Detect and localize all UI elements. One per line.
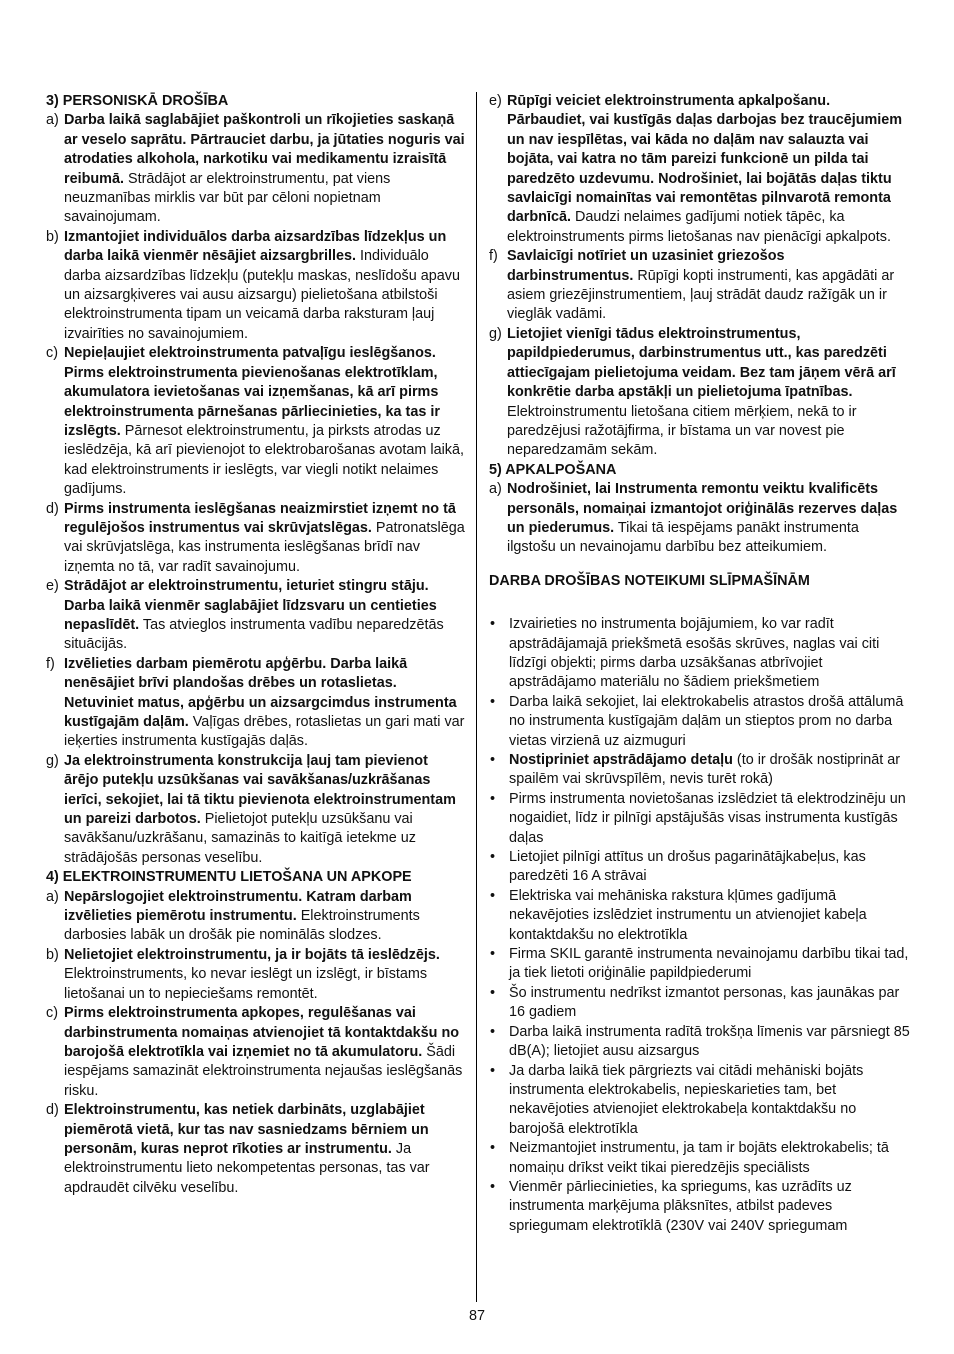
item-text: Individuālo darba aizsardzības līdzekļu (putekļu maskas, neslīdošu apavu un aizsargķiveres vai ausu aizsargu) pielietošana atbilstoši elektroinstrumenta tipam un veicamā darba raksturam ļauj izvairīties no savainojumiem. — [64, 248, 460, 342]
bullet-text: Pirms instrumenta novietošanas izslēdziet tā elektrodzinēju un nogaidiet, līdz ir pilnīgi apstājušās visas instrumenta kustīgās daļas — [509, 790, 906, 846]
list-item — [46, 655, 466, 752]
item-bold-text: Elektroinstrumentu, kas netiek darbināts, uzglabājiet piemērotā vietā, kur tas nav sasniedzams bērniem un personām, kuras neprot rīkoties ar instrumentu. — [64, 1102, 429, 1157]
item-text: Ja elektroinstrumentu lieto nekompetentas personas, tas var apdraudēt cilvēku veselību. — [64, 1140, 430, 1196]
bullet-icon: • — [490, 849, 496, 866]
bullet-icon: • — [490, 946, 496, 963]
item-text: Elektroinstruments, ko nevar ieslēgt un izslēgt, ir bīstams lietošanai un to nepieciešams remontēt. — [64, 966, 428, 1002]
bullet-text: Izvairieties no instrumenta bojājumiem, ko var radīt apstrādājamajā priekšmetā esošās skrūves, naglas vai citi līdzīgi objekti; pirms darba uzsākšanas atbrīvojiet apstrādājamo materiālu no šādiem priekšmetiem — [509, 616, 880, 691]
list-item — [46, 1004, 466, 1101]
bullet-icon: • — [490, 984, 496, 1001]
item-bold-text: Nodrošiniet, lai Instrumenta remontu veiktu kvalificēts personāls, nomaiņai izmantojot oriģinālās rezerves daļas un piederumus. — [507, 481, 898, 536]
item-bold-text: Nepieļaujiet elektroinstrumenta patvaļīgu ieslēgšanos. Pirms elektroinstrumenta pievienošanas elektrotīklam, akumulatora ievietošanas vai izņemšanas, kā arī pirms elektroinstrumenta pārnešanas pārliecinieties, ka tas ir izslēgts. — [64, 345, 440, 439]
list-item — [46, 344, 466, 499]
list-item — [489, 247, 911, 325]
section-4-list — [46, 888, 466, 1199]
bullet-icon: • — [490, 887, 496, 904]
bullet-item — [489, 1178, 911, 1236]
item-bold-text: Pirms elektroinstrumenta apkopes, regulēšanas vai darbinstrumenta nomaiņas atvienojiet tā kontaktdakšu no barojošā elektrotīkla vai izņemiet no tā akumulatoru. — [64, 1005, 460, 1060]
item-label: a) — [46, 112, 59, 129]
item-text: Tikai tā iespējams panākt instrumenta ilgstošu un nevainojamu darbību bez atteikumiem. — [507, 519, 859, 556]
item-label: b) — [46, 946, 59, 963]
section-3-list — [46, 111, 466, 868]
section-4-continued-list — [489, 92, 911, 461]
bullet-item — [489, 751, 911, 790]
bullet-text: Ja darba laikā tiek pārgriezts vai citādi mehāniski bojāts instrumenta elektrokabelis, nepieskarieties tam, bet nekavējoties atvienojiet elektrokabeļa kontaktdakšu no barojošā elektrotīkla — [509, 1062, 864, 1137]
item-label: e) — [46, 578, 59, 595]
item-text: Rūpīgi kopti instrumenti, kas apgādāti ar asiem griezējinstrumentiem, ļauj strādāt daudz ražīgāk un ir vieglāk vadāmi. — [507, 267, 895, 323]
item-text: Vaļīgas drēbes, rotaslietas un gari mati var ieķerties instrumenta kustīgajās daļās. — [64, 714, 465, 750]
bullet-icon: • — [490, 1178, 496, 1195]
item-text: Pielietojot putekļu uzsūkšanu vai savākšanu/uzkrāšanu, samazinās to kaitīgā ietekme uz strādājošās personas veselību. — [64, 811, 416, 866]
grinder-safety-heading: DARBA DROŠĪBAS NOTEIKUMI SLĪPMAŠĪNĀM — [489, 572, 810, 589]
section-5-list — [489, 480, 911, 558]
item-text: Tas atvieglos instrumenta vadību neparedzētās situācijās. — [64, 616, 444, 653]
list-item — [46, 888, 466, 946]
bullet-item — [489, 1062, 911, 1140]
bullet-icon: • — [490, 616, 496, 633]
bullet-item — [489, 887, 911, 945]
item-label: b) — [46, 228, 59, 245]
item-text: Elektroinstruments darbosies labāk un drošāk pie nominālās slodzes. — [64, 908, 420, 944]
item-text: Daudzi nelaimes gadījumi notiek tāpēc, ka elektroinstruments pirms lietošanas nav pienācīgi apkalpots. — [507, 209, 891, 245]
item-bold-text: Darba laikā saglabājiet paškontroli un rīkojieties saskaņā ar veselo saprātu. Pārtrauciet darbu, ja jūtaties noguris vai atrodaties alkohola, narkotiku vai medikamentu izraisītā reibumā. — [64, 112, 465, 187]
item-label: d) — [46, 500, 59, 517]
item-text: Pārnesot elektroinstrumentu, ja pirksts atrodas uz ieslēdzēja, kā arī pievienojot to elektrobarošanas avotam laikā, kad elektroinstruments ir ieslēgts, var viegli notikt nelaimes gadījums. — [64, 422, 464, 498]
item-bold-text: Nelietojiet elektroinstrumentu, ja ir bojāts tā ieslēdzējs. — [64, 946, 440, 963]
bullet-text: (to ir drošāk nostiprināt ar spailēm vai skrūvspīlēm, nevis turēt rokā) — [509, 752, 901, 788]
item-bold-text: Nepārslogojiet elektroinstrumentu. Katram darbam izvēlieties piemērotu instrumentu. — [64, 888, 412, 925]
bullet-icon: • — [490, 693, 496, 710]
page-number: 87 — [468, 1308, 485, 1324]
bullet-bold-text: Nostipriniet apstrādājamo detaļu — [509, 752, 733, 768]
bullet-icon: • — [490, 752, 496, 768]
bullet-text: Darba laikā sekojiet, lai elektrokabelis atrastos drošā attālumā no instrumenta kustīgajām daļām un stieptos prom no darba vietas virzienā uz aizmuguri — [509, 693, 904, 749]
grinder-safety-list — [489, 615, 911, 1236]
right-column — [489, 92, 911, 1236]
bullet-item — [489, 984, 911, 1023]
bullet-item — [489, 615, 911, 693]
bullet-icon: • — [490, 1023, 496, 1040]
item-bold-text: Savlaicīgi notīriet un uzasiniet griezošos darbinstrumentus. — [507, 248, 785, 284]
item-label: e) — [489, 93, 502, 109]
item-text: Patronatslēga vai skrūvjatslēga, kas instrumenta ieslēgšanas brīdī nav izņemta no tā, var radīt savainojumu. — [64, 519, 465, 575]
bullet-text: Vienmēr pārliecinieties, ka spriegums, kas uzrādīts uz instrumenta marķējuma plāksnītes, atbilst padeves spriegumam elektrotīklā (230V vai 240V spriegumam — [509, 1178, 852, 1234]
item-label: c) — [46, 1005, 58, 1022]
bullet-text: Šo instrumentu nedrīkst izmantot personas, kas jaunākas par 16 gadiem — [509, 984, 900, 1021]
list-item — [46, 1101, 466, 1198]
bullet-item — [489, 945, 911, 984]
item-bold-text: Izmantojiet individuālos darba aizsardzības līdzekļus un darba laikā vienmēr nēsājiet aizsargbrilles. — [64, 228, 447, 265]
column-divider — [476, 92, 477, 1302]
list-item — [46, 228, 466, 344]
bullet-item — [489, 693, 911, 751]
bullet-icon: • — [490, 790, 496, 807]
bullet-icon: • — [490, 1062, 496, 1079]
item-label: a) — [46, 888, 59, 905]
list-item — [46, 111, 466, 227]
item-bold-text: Lietojiet vienīgi tādus elektroinstrumentus, papildpiederumus, darbinstrumentus utt., kas paredzēti attiecīgajam pielietojuma veidam. Bez tam jāņem vērā arī konkrētie darba apstākļi un pielietojuma īpatnības. — [507, 325, 896, 401]
item-bold-text: Rūpīgi veiciet elektroinstrumenta apkalpošanu. Pārbaudiet, vai kustīgās daļas darbojas bez traucējumiem un nav iespīlētas, vai kāda no daļām nav salauzta vai bojāta, vai katra no tām pareizi funkcionē un pilda tai paredzēto uzdevumu. Nodrošiniet, lai bojātās daļas tiktu savlaicīgi nomainītas vai remontētas pilnvarotā remonta darbnīcā. — [507, 93, 903, 226]
item-text: Elektroinstrumentu lietošana citiem mērķiem, nekā to ir paredzējusi ražotājfirma, ir bīstama un var novest pie neparedzamām sekām. — [507, 403, 857, 459]
item-text: Šādi iespējams samazināt elektroinstrumenta nejaušas ieslēgšanās risku. — [64, 1043, 463, 1099]
item-label: f) — [489, 248, 498, 265]
left-column — [46, 92, 466, 1198]
item-text: Strādājot ar elektroinstrumentu, pat viens neuzmanības mirklis var būt par cēloni nopietnam savainojumam. — [64, 170, 391, 226]
list-item — [46, 946, 466, 1004]
item-label: d) — [46, 1102, 59, 1119]
bullet-text: Elektriska vai mehāniska rakstura kļūmes gadījumā nekavējoties izslēdziet instrumentu un atvienojiet kabeļa kontaktdakšu no elektrotīkla — [509, 887, 867, 943]
item-label: a) — [489, 481, 502, 498]
item-bold-text: Strādājot ar elektroinstrumentu, ieturiet stingru stāju. Darba laikā vienmēr saglabājiet līdzsvaru un centieties nepaslīdēt. — [64, 578, 437, 633]
section-4-heading: 4) ELEKTROINSTRUMENTU LIETOŠANA UN APKOPE — [46, 869, 412, 886]
list-item — [46, 752, 466, 868]
bullet-text: Neizmantojiet instrumentu, ja tam ir bojāts elektrokabelis; tā nomaiņu drīkst veikt tikai pieredzējis speciālists — [509, 1140, 889, 1176]
bullet-item — [489, 1139, 911, 1178]
bullet-text: Firma SKIL garantē instrumenta nevainojamu darbību tikai tad, ja tiek lietoti oriģinālie papildpiederumi — [509, 946, 909, 982]
section-5-heading: 5) APKALPOŠANA — [489, 461, 617, 478]
list-item — [46, 577, 466, 655]
item-bold-text: Ja elektroinstrumenta konstrukcija ļauj tam pievienot ārējo putekļu uzsūkšanas vai savākšanas/uzkrāšanas ierīci, sekojiet, lai tā tiktu pievienota elektroinstrumentam un pareizi darbotos. — [64, 752, 456, 828]
bullet-text: Darba laikā instrumenta radītā trokšņa līmenis var pārsniegt 85 dB(A); lietojiet ausu aizsargus — [509, 1023, 910, 1060]
bullet-item — [489, 790, 911, 848]
bullet-icon: • — [490, 1140, 496, 1157]
item-bold-text: Izvēlieties darbam piemērotu apģērbu. Darba laikā nenēsājiet brīvi plandošas drēbes un rotaslietas. Netuviniet matus, apģērbu un aizsargcimdus instrumenta kustīgajām daļām. — [64, 655, 457, 730]
list-item — [489, 92, 911, 247]
item-label: g) — [46, 752, 59, 769]
item-label: c) — [46, 345, 58, 362]
list-item — [489, 480, 911, 558]
bullet-text: Lietojiet pilnīgi attītus un drošus pagarinātājkabeļus, kas paredzēti 16 A strāvai — [509, 849, 866, 885]
list-item — [489, 325, 911, 461]
section-3-heading: 3) PERSONISKĀ DROŠĪBA — [46, 93, 229, 109]
bullet-item — [489, 848, 911, 887]
item-label: g) — [489, 325, 502, 342]
bullet-item — [489, 1023, 911, 1062]
list-item — [46, 500, 466, 578]
item-label: f) — [46, 655, 55, 672]
item-bold-text: Pirms instrumenta ieslēgšanas neaizmirstiet izņemt no tā regulējošos instrumentus vai skrūvjatslēgas. — [64, 500, 456, 536]
